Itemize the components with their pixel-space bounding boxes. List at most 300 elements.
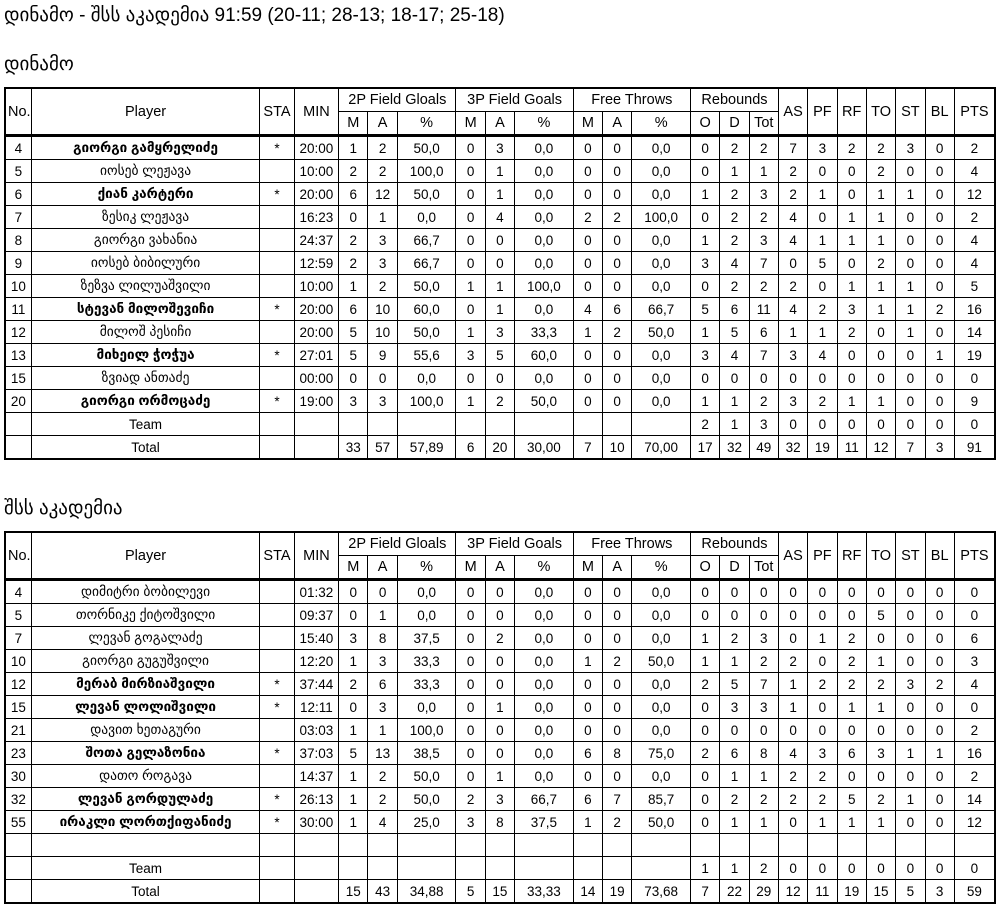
stat-cell: 0,0 bbox=[515, 252, 574, 275]
stat-cell: 1 bbox=[925, 742, 954, 765]
stat-cell: 50,0 bbox=[397, 321, 456, 344]
stat-cell: 7 bbox=[749, 673, 778, 696]
stat-cell: * bbox=[260, 742, 294, 765]
table-row bbox=[5, 183, 995, 206]
stat-cell: 1 bbox=[925, 344, 954, 367]
stat-cell: 0 bbox=[808, 604, 837, 627]
stat-cell: 2 bbox=[808, 788, 837, 811]
stat-cell: 8 bbox=[749, 742, 778, 765]
stat-cell: 37,5 bbox=[397, 627, 456, 650]
stat-cell: 33,3 bbox=[515, 321, 574, 344]
stat-cell: 2 bbox=[368, 765, 397, 788]
player-name: Total bbox=[31, 880, 260, 904]
stat-cell: 2 bbox=[749, 650, 778, 673]
stat-cell: 0 bbox=[339, 696, 368, 719]
col-header-player: Player bbox=[31, 88, 260, 136]
player-number: 55 bbox=[5, 811, 31, 834]
col-header-sta: STA bbox=[260, 88, 294, 136]
col-header-2p: 2P Field Gloals bbox=[339, 88, 456, 112]
stat-cell: 2 bbox=[866, 788, 895, 811]
subheader-pct: % bbox=[515, 556, 574, 580]
player-number bbox=[5, 413, 31, 436]
stat-cell: 0 bbox=[339, 367, 368, 390]
stat-cell: 1 bbox=[837, 390, 866, 413]
stat-cell: 0 bbox=[925, 321, 954, 344]
player-name: თორნიკე ქიტოშვილი bbox=[31, 604, 260, 627]
stat-cell: 0 bbox=[925, 650, 954, 673]
stat-cell: 0 bbox=[925, 252, 954, 275]
stat-cell: 0 bbox=[896, 390, 925, 413]
stat-cell: 3 bbox=[339, 627, 368, 650]
stat-cell: 0 bbox=[368, 367, 397, 390]
stat-cell: 2 bbox=[720, 229, 749, 252]
stat-cell: 12:11 bbox=[294, 696, 338, 719]
stat-cell: 2 bbox=[837, 321, 866, 344]
stat-cell bbox=[260, 719, 294, 742]
stat-cell: 2 bbox=[808, 390, 837, 413]
stat-cell: 1 bbox=[808, 627, 837, 650]
stat-cell: 10 bbox=[368, 298, 397, 321]
stat-cell: 43 bbox=[368, 880, 397, 904]
stat-cell: 2 bbox=[808, 673, 837, 696]
stat-cell: 0 bbox=[837, 413, 866, 436]
stat-cell bbox=[632, 857, 691, 880]
stat-cell bbox=[485, 413, 514, 436]
stat-cell: 1 bbox=[368, 719, 397, 742]
team-row bbox=[5, 857, 995, 880]
subheader-d: D bbox=[720, 556, 749, 580]
stat-cell: 0 bbox=[485, 252, 514, 275]
stat-cell: 4 bbox=[573, 298, 602, 321]
stat-cell: 0 bbox=[691, 275, 720, 298]
stat-cell: 3 bbox=[456, 811, 485, 834]
stat-cell: 0 bbox=[866, 367, 895, 390]
stat-cell: 4 bbox=[720, 252, 749, 275]
stat-cell: 1 bbox=[749, 811, 778, 834]
stat-cell: 1 bbox=[720, 413, 749, 436]
col-header-no: No. bbox=[5, 532, 31, 580]
stat-cell: 0 bbox=[808, 367, 837, 390]
stat-cell: 50,0 bbox=[397, 788, 456, 811]
stat-cell bbox=[260, 604, 294, 627]
stat-cell: 0 bbox=[866, 580, 895, 604]
stat-cell: 0,0 bbox=[632, 160, 691, 183]
stat-cell: 0 bbox=[925, 580, 954, 604]
stat-cell: 50,0 bbox=[397, 275, 456, 298]
boxscore-table-home bbox=[4, 87, 996, 460]
stat-cell: 3 bbox=[749, 627, 778, 650]
subheader-d: D bbox=[720, 112, 749, 136]
stat-cell: 2 bbox=[339, 252, 368, 275]
stat-cell bbox=[749, 834, 778, 857]
stat-cell: 0 bbox=[603, 160, 632, 183]
stat-cell: 0 bbox=[925, 160, 954, 183]
stat-cell: 0 bbox=[866, 765, 895, 788]
stat-cell: 0 bbox=[456, 580, 485, 604]
table-row bbox=[5, 788, 995, 811]
stat-cell: 0 bbox=[603, 390, 632, 413]
stat-cell: 0 bbox=[573, 390, 602, 413]
stat-cell: 0 bbox=[603, 627, 632, 650]
stat-cell: 0 bbox=[925, 604, 954, 627]
stat-cell bbox=[954, 834, 995, 857]
stat-cell: 1 bbox=[720, 390, 749, 413]
player-name: ზესიკ ლეჟავა bbox=[31, 206, 260, 229]
player-number: 13 bbox=[5, 344, 31, 367]
stat-cell: 0 bbox=[485, 719, 514, 742]
stat-cell: 0 bbox=[778, 580, 807, 604]
table-row bbox=[5, 344, 995, 367]
stat-cell: 0 bbox=[485, 229, 514, 252]
stat-cell: 0 bbox=[456, 206, 485, 229]
stat-cell: 7 bbox=[778, 136, 807, 160]
stat-cell: 0 bbox=[456, 160, 485, 183]
stat-cell: 0 bbox=[368, 580, 397, 604]
stat-cell: 0 bbox=[837, 604, 866, 627]
stat-cell: 1 bbox=[749, 160, 778, 183]
col-header-pf: PF bbox=[808, 88, 837, 136]
table-row bbox=[5, 604, 995, 627]
stat-cell: 5 bbox=[896, 880, 925, 904]
stat-cell bbox=[397, 857, 456, 880]
player-number: 15 bbox=[5, 367, 31, 390]
stat-cell: 55,6 bbox=[397, 344, 456, 367]
table-row bbox=[5, 298, 995, 321]
stat-cell: 0 bbox=[339, 604, 368, 627]
stat-cell: 1 bbox=[720, 160, 749, 183]
player-number bbox=[5, 436, 31, 460]
stat-cell: 5 bbox=[691, 298, 720, 321]
stat-cell: 2 bbox=[603, 321, 632, 344]
player-number: 23 bbox=[5, 742, 31, 765]
player-number: 32 bbox=[5, 788, 31, 811]
stat-cell: 7 bbox=[896, 436, 925, 460]
stat-cell: 0,0 bbox=[632, 580, 691, 604]
col-header-3p: 3P Field Goals bbox=[456, 88, 573, 112]
stat-cell: 2 bbox=[485, 627, 514, 650]
stat-cell: 0 bbox=[603, 604, 632, 627]
stat-cell: 0 bbox=[691, 719, 720, 742]
col-header-to: TO bbox=[866, 88, 895, 136]
stat-cell: 0 bbox=[691, 604, 720, 627]
col-header-rf: RF bbox=[837, 532, 866, 580]
stat-cell: 0 bbox=[456, 627, 485, 650]
stat-cell bbox=[260, 206, 294, 229]
stat-cell: 0,0 bbox=[397, 580, 456, 604]
stat-cell: 0 bbox=[837, 160, 866, 183]
subheader-pct: % bbox=[515, 112, 574, 136]
stat-cell: 0 bbox=[925, 765, 954, 788]
player-number: 30 bbox=[5, 765, 31, 788]
col-header-rebounds: Rebounds bbox=[691, 88, 779, 112]
stat-cell: 19:00 bbox=[294, 390, 338, 413]
stat-cell: 0 bbox=[573, 229, 602, 252]
subheader-a: A bbox=[368, 556, 397, 580]
stat-cell: 1 bbox=[573, 321, 602, 344]
stat-cell: 2 bbox=[368, 275, 397, 298]
stat-cell: 33,3 bbox=[397, 650, 456, 673]
player-name: ლევან გოგალაძე bbox=[31, 627, 260, 650]
stat-cell: 2 bbox=[368, 788, 397, 811]
stat-cell: 0,0 bbox=[397, 206, 456, 229]
stat-cell: 2 bbox=[720, 136, 749, 160]
stat-cell: 2 bbox=[749, 390, 778, 413]
stat-cell: 3 bbox=[749, 696, 778, 719]
stat-cell: 2 bbox=[485, 390, 514, 413]
stat-cell: 3 bbox=[749, 413, 778, 436]
stat-cell: 0,0 bbox=[632, 719, 691, 742]
stat-cell: 11 bbox=[808, 880, 837, 904]
stat-cell: 1 bbox=[368, 206, 397, 229]
stat-cell: 17 bbox=[691, 436, 720, 460]
stat-cell: 0 bbox=[603, 719, 632, 742]
stat-cell: 2 bbox=[456, 788, 485, 811]
stat-cell: 0 bbox=[456, 742, 485, 765]
stat-cell bbox=[260, 367, 294, 390]
player-number: 21 bbox=[5, 719, 31, 742]
stat-cell: 0 bbox=[603, 765, 632, 788]
stat-cell: 1 bbox=[837, 229, 866, 252]
stat-cell: 10 bbox=[603, 436, 632, 460]
stat-cell: 0 bbox=[573, 252, 602, 275]
stat-cell: 0 bbox=[925, 229, 954, 252]
stat-cell bbox=[573, 413, 602, 436]
col-header-to: TO bbox=[866, 532, 895, 580]
stat-cell: 1 bbox=[720, 811, 749, 834]
stat-cell: 0 bbox=[573, 160, 602, 183]
player-name: Total bbox=[31, 436, 260, 460]
stat-cell: * bbox=[260, 811, 294, 834]
stat-cell: 5 bbox=[720, 321, 749, 344]
stat-cell: 0 bbox=[485, 604, 514, 627]
stat-cell: 20 bbox=[485, 436, 514, 460]
subheader-o: O bbox=[691, 556, 720, 580]
stat-cell: 0,0 bbox=[515, 627, 574, 650]
stat-cell: 12:20 bbox=[294, 650, 338, 673]
stat-cell bbox=[778, 834, 807, 857]
stat-cell: 0 bbox=[896, 229, 925, 252]
stat-cell: 0,0 bbox=[632, 275, 691, 298]
stat-cell: 29 bbox=[749, 880, 778, 904]
stat-cell: 2 bbox=[691, 673, 720, 696]
stat-cell bbox=[260, 229, 294, 252]
stat-cell: 0 bbox=[925, 413, 954, 436]
stat-cell: 0 bbox=[954, 696, 995, 719]
player-name: დავით ხეთაგური bbox=[31, 719, 260, 742]
stat-cell bbox=[260, 650, 294, 673]
stat-cell: 1 bbox=[573, 811, 602, 834]
stat-cell: 0 bbox=[573, 136, 602, 160]
stat-cell: 6 bbox=[339, 183, 368, 206]
stat-cell: 73,68 bbox=[632, 880, 691, 904]
stat-cell: 0,0 bbox=[515, 206, 574, 229]
stat-cell bbox=[294, 413, 338, 436]
stat-cell: 33,33 bbox=[515, 880, 574, 904]
stat-cell: 0,0 bbox=[397, 696, 456, 719]
stat-cell: 57,89 bbox=[397, 436, 456, 460]
stat-cell bbox=[260, 436, 294, 460]
player-name: გიორგი გამყრელიძე bbox=[31, 136, 260, 160]
stat-cell bbox=[515, 413, 574, 436]
stat-cell: 0,0 bbox=[515, 765, 574, 788]
stat-cell: 0 bbox=[603, 252, 632, 275]
stat-cell: 66,7 bbox=[397, 229, 456, 252]
stat-cell: 3 bbox=[749, 229, 778, 252]
stat-cell: 1 bbox=[691, 650, 720, 673]
stat-cell: 1 bbox=[691, 857, 720, 880]
player-name: დიმიტრი ბობილევი bbox=[31, 580, 260, 604]
stat-cell: 12 bbox=[866, 436, 895, 460]
stat-cell: 1 bbox=[339, 275, 368, 298]
stat-cell: 0,0 bbox=[632, 252, 691, 275]
stat-cell: 0,0 bbox=[515, 229, 574, 252]
stat-cell: 6 bbox=[368, 673, 397, 696]
stat-cell: 2 bbox=[720, 627, 749, 650]
stat-cell: 33 bbox=[339, 436, 368, 460]
col-header-ft: Free Throws bbox=[573, 88, 690, 112]
stat-cell: 5 bbox=[837, 788, 866, 811]
stat-cell: 2 bbox=[954, 765, 995, 788]
stat-cell: 0,0 bbox=[397, 604, 456, 627]
col-header-bl: BL bbox=[925, 88, 954, 136]
stat-cell: * bbox=[260, 183, 294, 206]
stat-cell: 0 bbox=[691, 160, 720, 183]
stat-cell: 6 bbox=[339, 298, 368, 321]
stat-cell: 0 bbox=[866, 321, 895, 344]
stat-cell: 3 bbox=[485, 321, 514, 344]
subheader-pct: % bbox=[397, 112, 456, 136]
stat-cell: 0 bbox=[573, 344, 602, 367]
stat-cell bbox=[573, 834, 602, 857]
stat-cell: 1 bbox=[808, 229, 837, 252]
stat-cell: 00:00 bbox=[294, 367, 338, 390]
stat-cell: 0,0 bbox=[632, 673, 691, 696]
stat-cell: 0 bbox=[778, 252, 807, 275]
stat-cell: 19 bbox=[603, 880, 632, 904]
player-name: დათო როგავა bbox=[31, 765, 260, 788]
stat-cell: 0,0 bbox=[632, 229, 691, 252]
col-header-as: AS bbox=[778, 88, 807, 136]
subheader-m: M bbox=[339, 556, 368, 580]
player-number: 15 bbox=[5, 696, 31, 719]
stat-cell: 0 bbox=[456, 252, 485, 275]
stat-cell: 0 bbox=[778, 627, 807, 650]
stat-cell: 32 bbox=[720, 436, 749, 460]
player-number: 5 bbox=[5, 604, 31, 627]
team-name-home: დინამო bbox=[4, 54, 74, 75]
table-row bbox=[5, 229, 995, 252]
stat-cell: 2 bbox=[691, 413, 720, 436]
stat-cell: 2 bbox=[925, 298, 954, 321]
stat-cell: 2 bbox=[954, 719, 995, 742]
player-name: გიორგი ვახანია bbox=[31, 229, 260, 252]
subheader-tot: Tot bbox=[749, 112, 778, 136]
player-number bbox=[5, 857, 31, 880]
stat-cell: 1 bbox=[778, 321, 807, 344]
stat-cell: 0 bbox=[691, 696, 720, 719]
stat-cell bbox=[397, 834, 456, 857]
stat-cell bbox=[603, 834, 632, 857]
subheader-a: A bbox=[603, 556, 632, 580]
col-header-pts: PTS bbox=[954, 88, 995, 136]
stat-cell: 1 bbox=[778, 673, 807, 696]
stat-cell bbox=[260, 321, 294, 344]
stat-cell: 16 bbox=[954, 742, 995, 765]
stat-cell: 30,00 bbox=[515, 436, 574, 460]
player-name: ზეზვა ლილუაშვილი bbox=[31, 275, 260, 298]
stat-cell: 0 bbox=[720, 604, 749, 627]
stat-cell: 2 bbox=[837, 627, 866, 650]
stat-cell: 2 bbox=[866, 252, 895, 275]
stat-cell bbox=[339, 834, 368, 857]
stat-cell: 1 bbox=[456, 390, 485, 413]
stat-cell: 19 bbox=[837, 880, 866, 904]
stat-cell: 7 bbox=[691, 880, 720, 904]
stat-cell: 14 bbox=[954, 321, 995, 344]
stat-cell: 11 bbox=[837, 436, 866, 460]
stat-cell: 1 bbox=[339, 811, 368, 834]
stat-cell bbox=[339, 413, 368, 436]
stat-cell: 0 bbox=[925, 367, 954, 390]
player-number: 20 bbox=[5, 390, 31, 413]
subheader-pct: % bbox=[397, 556, 456, 580]
stat-cell: 3 bbox=[339, 390, 368, 413]
stat-cell: 0 bbox=[749, 719, 778, 742]
stat-cell: 1 bbox=[691, 183, 720, 206]
stat-cell: 0 bbox=[573, 183, 602, 206]
stat-cell: 0 bbox=[896, 627, 925, 650]
stat-cell: 2 bbox=[339, 229, 368, 252]
stat-cell: 2 bbox=[837, 650, 866, 673]
stat-cell: 3 bbox=[837, 298, 866, 321]
stat-cell: 0 bbox=[573, 627, 602, 650]
stat-cell bbox=[260, 252, 294, 275]
player-name: ირაკლი ლორთქიფანიძე bbox=[31, 811, 260, 834]
stat-cell: 22 bbox=[720, 880, 749, 904]
stat-cell: 49 bbox=[749, 436, 778, 460]
stat-cell: 2 bbox=[720, 788, 749, 811]
stat-cell: 3 bbox=[691, 344, 720, 367]
stat-cell: 1 bbox=[866, 390, 895, 413]
stat-cell: 50,0 bbox=[397, 136, 456, 160]
stat-cell: 0 bbox=[573, 604, 602, 627]
stat-cell: 37,5 bbox=[515, 811, 574, 834]
stat-cell: 1 bbox=[368, 604, 397, 627]
stat-cell: 6 bbox=[954, 627, 995, 650]
stat-cell: 100,0 bbox=[515, 275, 574, 298]
stat-cell: 0 bbox=[808, 719, 837, 742]
stat-cell: 0 bbox=[573, 719, 602, 742]
stat-cell: 0,0 bbox=[515, 160, 574, 183]
subheader-a: A bbox=[485, 556, 514, 580]
stat-cell: 0 bbox=[837, 857, 866, 880]
stat-cell: 5 bbox=[808, 252, 837, 275]
stat-cell: 03:03 bbox=[294, 719, 338, 742]
stat-cell: 0,0 bbox=[515, 136, 574, 160]
stat-cell: 6 bbox=[720, 298, 749, 321]
stat-cell: 0,0 bbox=[632, 604, 691, 627]
stat-cell: 3 bbox=[368, 650, 397, 673]
stat-cell bbox=[294, 857, 338, 880]
player-number: 12 bbox=[5, 673, 31, 696]
stat-cell: 4 bbox=[954, 252, 995, 275]
stat-cell: * bbox=[260, 298, 294, 321]
team-row bbox=[5, 413, 995, 436]
stat-cell: 0 bbox=[896, 206, 925, 229]
stat-cell: 0 bbox=[866, 413, 895, 436]
stat-cell: 0 bbox=[691, 136, 720, 160]
stat-cell: 5 bbox=[485, 344, 514, 367]
